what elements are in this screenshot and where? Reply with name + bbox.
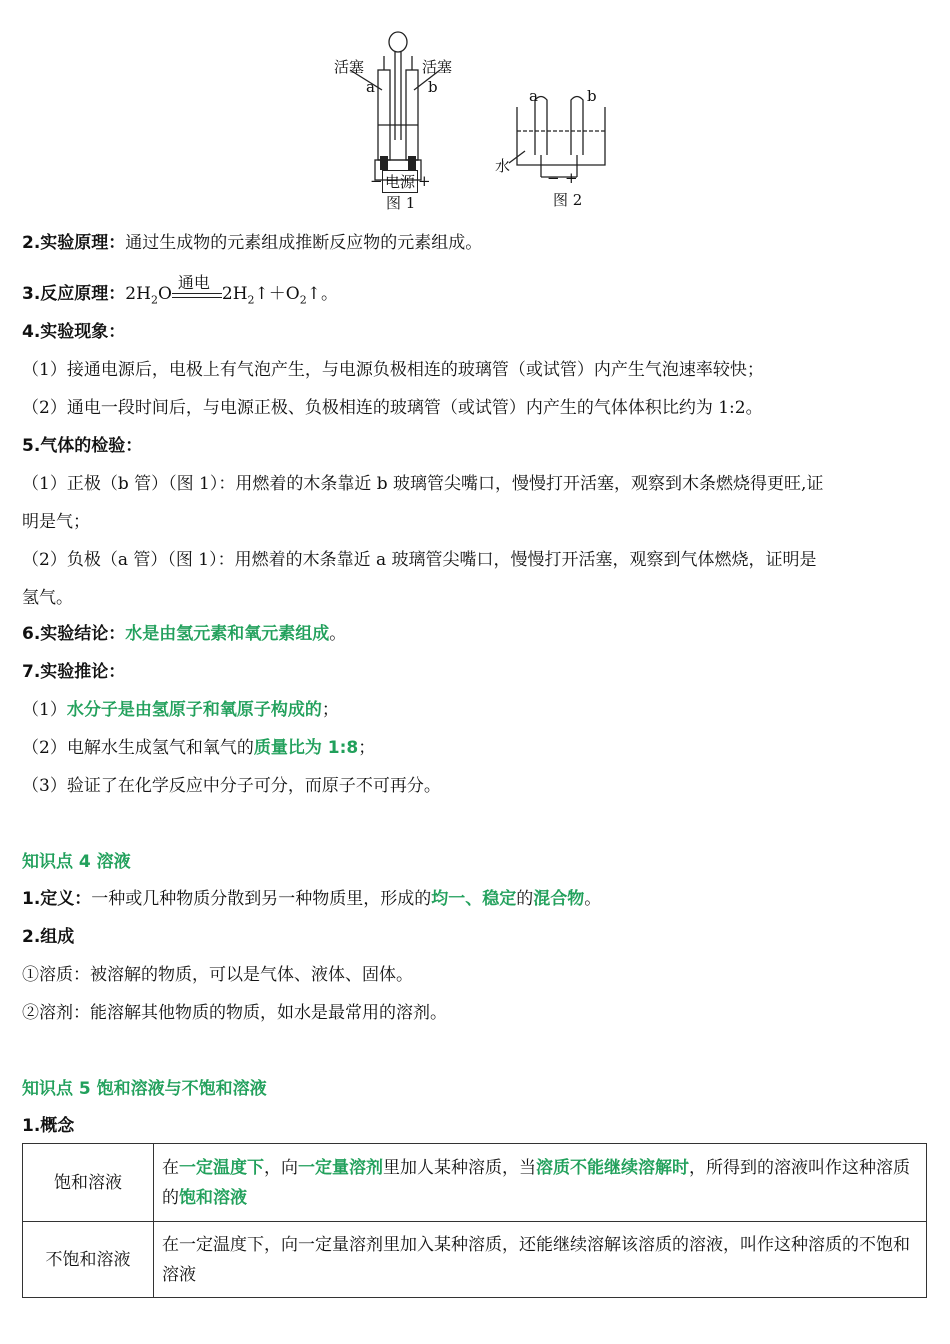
stopcock-left-label: 活塞: [334, 58, 365, 76]
tube-a-label-2: a: [529, 87, 538, 105]
saturated-solution-table: [22, 1143, 927, 1298]
gas-test-1: （1）正极（b 管）（图 1）：用燃着的木条靠近 b 玻璃管尖嘴口，慢慢打开活塞，观察到木条燃烧得更旺,证: [22, 474, 824, 494]
solvent-item: ②溶剂：能溶解其他物质的物质，如水是最常用的溶剂。: [22, 1003, 447, 1023]
figure-2-caption: 图 2: [553, 191, 583, 209]
water-label: 水: [495, 157, 511, 175]
power-source-label: 电源: [382, 170, 418, 193]
composition-heading: 2.组成: [22, 927, 75, 947]
figure-2: [495, 85, 615, 210]
inference-heading: 7.实验推论：: [22, 662, 126, 682]
knowledge-point-5-title: 知识点 5 饱和溶液与不饱和溶液: [22, 1079, 267, 1099]
solute-item: ①溶质：被溶解的物质，可以是气体、液体、固体。: [22, 965, 413, 985]
inference-3: （3）验证了在化学反应中分子可分，而原子不可再分。: [22, 776, 441, 796]
figure-1-caption: 图 1: [386, 194, 416, 212]
inference-1: （1）水分子是由氢原子和氧原子构成的；: [22, 700, 339, 720]
solution-definition: 1.定义：一种或几种物质分散到另一种物质里，形成的均一、稳定的混合物。: [22, 889, 602, 909]
row-body-unsaturated: 在一定温度下，向一定量溶剂里加入某种溶质，还能继续溶解该溶质的溶液，叫作这种溶质的不饱和溶液: [154, 1222, 927, 1298]
row-body-saturated: 在一定温度下，向一定量溶剂里加人某种溶质，当溶质不能继续溶解时，所得到的溶液叫作这种溶质的饱和溶液: [154, 1144, 927, 1222]
conclusion: 6.实验结论：水是由氢元素和氧元素组成。: [22, 624, 347, 644]
tube-b-label-2: b: [587, 87, 597, 105]
plus-label: +: [418, 172, 431, 190]
table-row: [23, 1222, 927, 1298]
reaction-principle: 3.反应原理：$2H_2O$ 通电 $2H_2↑+O_2↑$。: [22, 272, 338, 307]
minus-label-2: −: [547, 169, 560, 187]
plus-label-2: +: [565, 169, 578, 187]
knowledge-point-4-title: 知识点 4 溶液: [22, 852, 131, 872]
phenomena-heading: 4.实验现象：: [22, 322, 126, 342]
row-head-saturated: 饱和溶液: [23, 1144, 154, 1222]
figure-1: [330, 20, 460, 210]
tube-b-label: b: [428, 78, 438, 96]
minus-label: −: [370, 172, 383, 190]
experiment-principle: 2.实验原理：通过生成物的元素组成推断反应物的元素组成。: [22, 233, 483, 253]
gas-test-2: （2）负极（a 管）（图 1）：用燃着的木条靠近 a 玻璃管尖嘴口，慢慢打开活塞，观察到气体燃烧，证明是: [22, 550, 817, 570]
table-row: [23, 1144, 927, 1222]
phenomena-2: （2）通电一段时间后，与电源正极、负极相连的玻璃管（或试管）内产生的气体体积比约为 1:2。: [22, 398, 763, 418]
gas-test-heading: 5.气体的检验：: [22, 436, 143, 456]
concept-heading: 1.概念: [22, 1116, 75, 1136]
inference-2: （2）电解水生成氢气和氧气的质量比为 1:8；: [22, 738, 376, 758]
phenomena-1: （1）接通电源后，电极上有气泡产生，与电源负极相连的玻璃管（或试管）内产生气泡速率较快；: [22, 360, 764, 380]
row-head-unsaturated: 不饱和溶液: [23, 1222, 154, 1298]
reaction-condition: 通电: [172, 285, 222, 305]
stopcock-right-label: 活塞: [422, 58, 453, 76]
gas-test-2-cont: 氢气。: [22, 588, 73, 608]
tube-a-label: a: [366, 78, 375, 96]
gas-test-1-cont: 明是气；: [22, 512, 90, 532]
